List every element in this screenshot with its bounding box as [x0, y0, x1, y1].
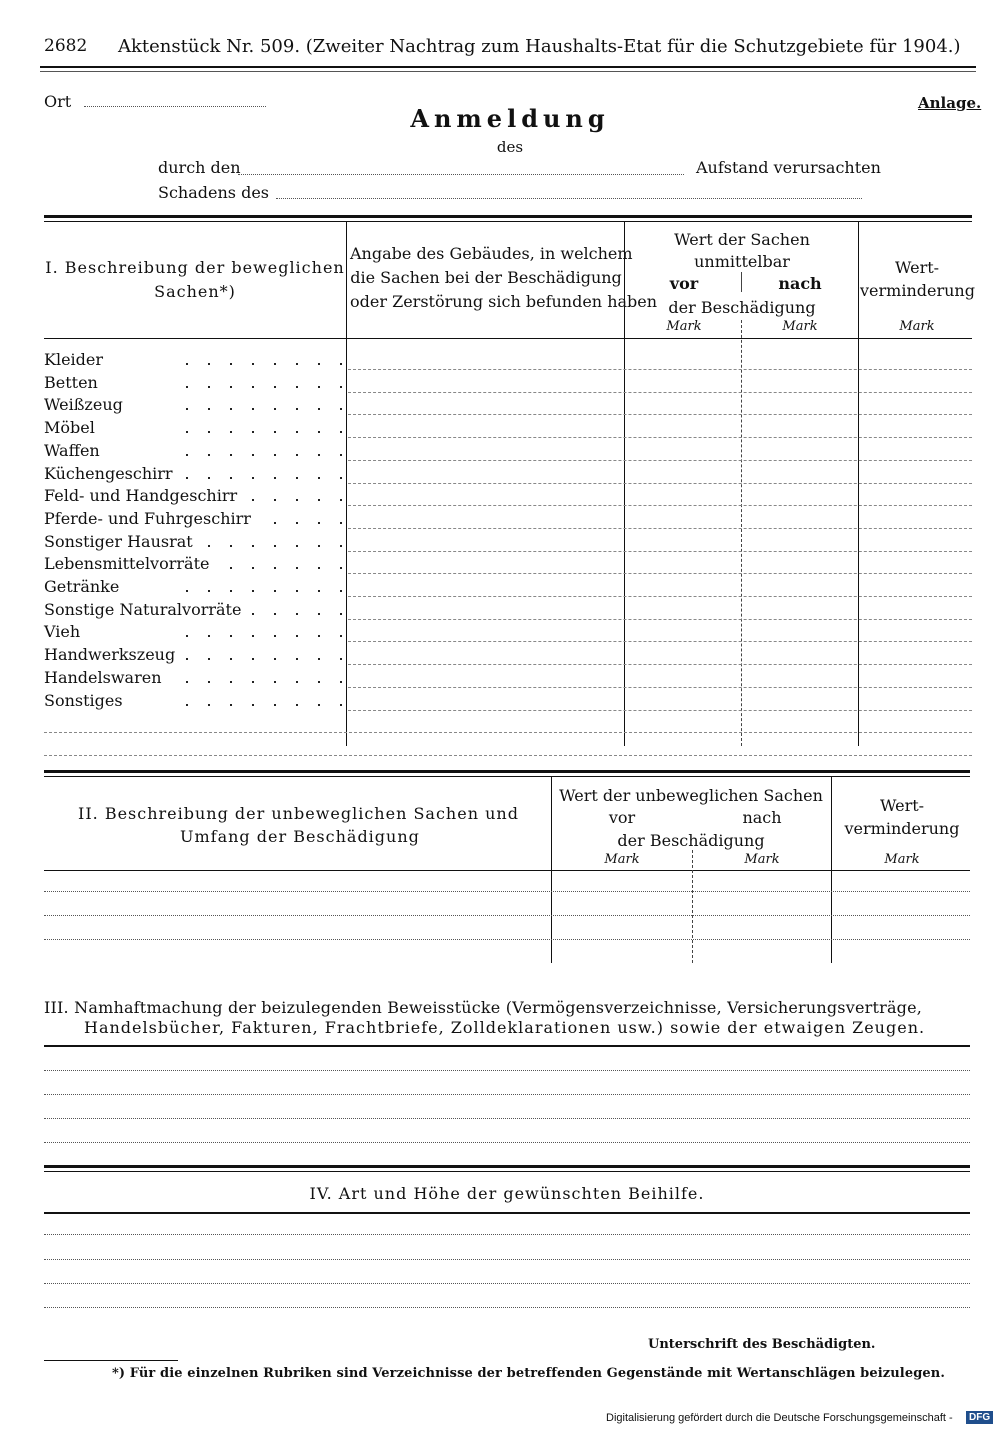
- nach-label: nach: [778, 274, 822, 293]
- building-header: Angabe des Gebäudes, in welchem: [350, 244, 633, 263]
- item-label: Betten: [44, 372, 98, 392]
- leader-dot: [230, 477, 232, 479]
- item-label: Möbel: [44, 418, 95, 438]
- leader-dot: [274, 408, 276, 410]
- leader-dot: [252, 363, 254, 365]
- leader-dot: [186, 386, 188, 388]
- leader-dot: [274, 704, 276, 706]
- des-label: des: [496, 138, 524, 156]
- leader-dot: [230, 431, 232, 433]
- leader-dot: [318, 567, 320, 569]
- leader-dot: [230, 590, 232, 592]
- leader-dot: [274, 681, 276, 683]
- leader-dot: [318, 658, 320, 660]
- signature-label: Unterschrift des Beschädigten.: [648, 1337, 876, 1352]
- durch-den-label: durch den: [158, 158, 241, 177]
- item-row-line[interactable]: [348, 528, 972, 529]
- dfg-logo: [966, 1411, 993, 1424]
- section4-line[interactable]: [44, 1234, 970, 1235]
- minderung-header-line2: verminderung: [860, 281, 975, 300]
- section4-heading: IV. Art und Höhe der gewünschten Beihilfe.: [309, 1184, 705, 1203]
- leader-dot: [296, 681, 298, 683]
- leader-dot: [296, 386, 298, 388]
- vor-label: vor: [669, 274, 699, 293]
- section2-der-beschaedigung: der Beschädigung: [617, 831, 765, 850]
- item-row-line[interactable]: [348, 687, 972, 688]
- leader-dot: [230, 386, 232, 388]
- leader-dot: [318, 681, 320, 683]
- ort-label: Ort: [44, 92, 72, 111]
- leader-dot: [208, 454, 210, 456]
- item-label: Handwerkszeug: [44, 645, 176, 665]
- item-label: Waffen: [44, 440, 100, 460]
- schadens-des-field[interactable]: [276, 198, 862, 199]
- item-row-line[interactable]: [44, 732, 972, 733]
- section2-nach-label: nach: [742, 808, 782, 827]
- leader-dot: [274, 363, 276, 365]
- section1-heading: I. Beschreibung der beweglichen: [45, 258, 345, 277]
- leader-dot: [274, 499, 276, 501]
- leader-dot: [252, 658, 254, 660]
- item-label: Weißzeug: [44, 395, 123, 415]
- item-row-line[interactable]: [348, 369, 972, 370]
- leader-dot: [318, 545, 320, 547]
- leader-dot: [186, 681, 188, 683]
- der-beschaedigung-label: der Beschädigung: [668, 298, 816, 317]
- leader-dot: [318, 454, 320, 456]
- leader-dot: [318, 499, 320, 501]
- item-label: Pferde- und Fuhrgeschirr: [44, 508, 251, 528]
- anlage-label: Anlage.: [918, 94, 982, 112]
- leader-dot: [340, 499, 342, 501]
- item-label: Sonstige Naturalvorräte: [44, 599, 242, 619]
- item-row-line[interactable]: [348, 460, 972, 461]
- mark-vor-label: Mark: [666, 319, 702, 334]
- page-number: 2682: [44, 36, 88, 56]
- leader-dot: [208, 681, 210, 683]
- section3-line[interactable]: [44, 1118, 970, 1119]
- section2-row[interactable]: [44, 939, 970, 940]
- leader-dot: [296, 613, 298, 615]
- leader-dot: [318, 704, 320, 706]
- leader-dot: [208, 477, 210, 479]
- building-header-line3: oder Zerstörung sich befunden haben: [350, 292, 658, 311]
- leader-dot: [296, 408, 298, 410]
- aufstand-label: Aufstand verursachten: [696, 158, 881, 177]
- leader-dot: [296, 522, 298, 524]
- minderung-header: Wert-: [894, 258, 940, 277]
- leader-dot: [230, 658, 232, 660]
- section2-mark-vor: Mark: [604, 852, 640, 867]
- mark-nach-label: Mark: [782, 319, 818, 334]
- section2-mark-nach: Mark: [744, 852, 780, 867]
- leader-dot: [252, 499, 254, 501]
- leader-dot: [252, 635, 254, 637]
- item-label: Vieh: [44, 622, 81, 642]
- leader-dot: [274, 545, 276, 547]
- section2-wert-header: Wert der unbeweglichen Sachen: [559, 786, 823, 805]
- leader-dot: [318, 363, 320, 365]
- leader-dot: [274, 613, 276, 615]
- section3-line[interactable]: [44, 1142, 970, 1143]
- section2-minderung-header: Wert-: [879, 796, 925, 815]
- item-row-line[interactable]: [348, 596, 972, 597]
- leader-dot: [340, 363, 342, 365]
- leader-dot: [208, 704, 210, 706]
- item-row-line[interactable]: [44, 755, 972, 756]
- leader-dot: [296, 658, 298, 660]
- leader-dot: [340, 567, 342, 569]
- item-label: Handelswaren: [44, 667, 162, 687]
- schadens-des-label: Schadens des: [158, 183, 269, 202]
- section3-line[interactable]: [44, 1070, 970, 1071]
- leader-dot: [252, 567, 254, 569]
- leader-dot: [274, 477, 276, 479]
- section2-heading-line2: Umfang der Beschädigung: [180, 827, 420, 846]
- leader-dot: [274, 635, 276, 637]
- section2-heading: II. Beschreibung der unbeweglichen Sachen und: [78, 804, 519, 823]
- item-row-line[interactable]: [348, 641, 972, 642]
- item-row-line[interactable]: [348, 505, 972, 506]
- leader-dot: [318, 408, 320, 410]
- section4-top-rule: [44, 1165, 970, 1168]
- leader-dot: [318, 477, 320, 479]
- section1-header-rule: [44, 338, 972, 339]
- section4-line[interactable]: [44, 1283, 970, 1284]
- leader-dot: [252, 681, 254, 683]
- section1-heading-line2: Sachen*): [154, 282, 236, 301]
- leader-dot: [340, 704, 342, 706]
- item-row-line[interactable]: [348, 414, 972, 415]
- item-row-line[interactable]: [348, 619, 972, 620]
- leader-dot: [296, 454, 298, 456]
- leader-dot: [318, 386, 320, 388]
- leader-dot: [318, 522, 320, 524]
- item-row-line[interactable]: [348, 392, 972, 393]
- item-label: Feld- und Handgeschirr: [44, 486, 238, 506]
- leader-dot: [296, 477, 298, 479]
- leader-dot: [340, 454, 342, 456]
- leader-dot: [252, 386, 254, 388]
- form-title: Anmeldung: [410, 104, 610, 133]
- item-label: Getränke: [44, 577, 120, 596]
- leader-dot: [230, 704, 232, 706]
- leader-dot: [296, 567, 298, 569]
- item-label: Sonstiger Hausrat: [44, 531, 193, 551]
- item-label: Küchengeschirr: [44, 463, 173, 483]
- item-row-line[interactable]: [348, 664, 972, 665]
- leader-dot: [208, 590, 210, 592]
- leader-dot: [274, 658, 276, 660]
- leader-dot: [252, 431, 254, 433]
- item-row-line[interactable]: [348, 573, 972, 574]
- leader-dot: [208, 635, 210, 637]
- leader-dot: [340, 681, 342, 683]
- leader-dot: [296, 499, 298, 501]
- leader-dot: [230, 567, 232, 569]
- leader-dot: [208, 363, 210, 365]
- leader-dot: [318, 431, 320, 433]
- item-label: Sonstiges: [44, 690, 123, 710]
- leader-dot: [186, 704, 188, 706]
- section4-line[interactable]: [44, 1259, 970, 1260]
- section2-mark-minderung: Mark: [884, 852, 920, 867]
- leader-dot: [252, 704, 254, 706]
- item-label: Kleider: [44, 350, 104, 369]
- leader-dot: [230, 363, 232, 365]
- building-header-line2: die Sachen bei der Beschädigung: [350, 268, 622, 287]
- section4-line[interactable]: [44, 1307, 970, 1308]
- leader-dot: [274, 590, 276, 592]
- section2-minderung-header-line2: verminderung: [844, 819, 960, 838]
- leader-dot: [340, 545, 342, 547]
- leader-dot: [208, 431, 210, 433]
- leader-dot: [274, 522, 276, 524]
- item-row-line[interactable]: [348, 710, 972, 711]
- item-row-line[interactable]: [348, 483, 972, 484]
- leader-dot: [296, 590, 298, 592]
- header-rule: [40, 66, 976, 68]
- leader-dot: [318, 635, 320, 637]
- leader-dot: [340, 522, 342, 524]
- leader-dot: [208, 545, 210, 547]
- item-row-line[interactable]: [348, 437, 972, 438]
- leader-dot: [230, 454, 232, 456]
- leader-dot: [252, 545, 254, 547]
- section2-row[interactable]: [44, 915, 970, 916]
- leader-dot: [296, 545, 298, 547]
- leader-dot: [340, 658, 342, 660]
- section3-heading: III. Namhaftmachung der beizulegenden Beweisstücke (Vermögensverzeichnisse, Versicherungsverträge,: [44, 998, 923, 1017]
- footnote: *) Für die einzelnen Rubriken sind Verzeichnisse der betreffenden Gegenstände mit Wertanschlägen beizulegen.: [112, 1366, 945, 1381]
- durch-den-field[interactable]: [238, 174, 684, 175]
- leader-dot: [186, 658, 188, 660]
- leader-dot: [252, 613, 254, 615]
- leader-dot: [186, 454, 188, 456]
- leader-dot: [340, 386, 342, 388]
- leader-dot: [296, 704, 298, 706]
- leader-dot: [208, 408, 210, 410]
- leader-dot: [340, 635, 342, 637]
- leader-dot: [230, 408, 232, 410]
- leader-dot: [208, 386, 210, 388]
- section2-row[interactable]: [44, 891, 970, 892]
- leader-dot: [340, 408, 342, 410]
- item-label: Lebensmittelvorräte: [44, 554, 210, 574]
- leader-dot: [252, 408, 254, 410]
- leader-dot: [186, 477, 188, 479]
- document-title: Aktenstück Nr. 509. (Zweiter Nachtrag zum Haushalts-Etat für die Schutzgebiete für 1904.): [118, 36, 961, 57]
- leader-dot: [274, 454, 276, 456]
- leader-dot: [274, 567, 276, 569]
- section3-heading-line2: Handelsbücher, Fakturen, Frachtbriefe, Zolldeklarationen usw.) sowie der etwaigen Zeugen.: [84, 1018, 926, 1037]
- leader-dot: [186, 590, 188, 592]
- credit-text: Digitalisierung gefördert durch die Deutsche Forschungsgemeinschaft -: [606, 1412, 953, 1424]
- wert-header-line2: unmittelbar: [694, 252, 790, 271]
- leader-dot: [252, 454, 254, 456]
- section3-line[interactable]: [44, 1094, 970, 1095]
- leader-dot: [230, 681, 232, 683]
- leader-dot: [296, 431, 298, 433]
- leader-dot: [274, 386, 276, 388]
- leader-dot: [252, 477, 254, 479]
- leader-dot: [252, 590, 254, 592]
- dfg-logo-text: DFG: [969, 1412, 991, 1423]
- item-row-line[interactable]: [348, 551, 972, 552]
- leader-dot: [186, 363, 188, 365]
- leader-dot: [186, 408, 188, 410]
- leader-dot: [296, 363, 298, 365]
- leader-dot: [318, 590, 320, 592]
- leader-dot: [230, 635, 232, 637]
- leader-dot: [318, 613, 320, 615]
- section2-vor-label: vor: [608, 808, 636, 827]
- leader-dot: [340, 431, 342, 433]
- leader-dot: [274, 431, 276, 433]
- leader-dot: [340, 613, 342, 615]
- wert-header: Wert der Sachen: [674, 230, 810, 249]
- leader-dot: [340, 590, 342, 592]
- leader-dot: [208, 658, 210, 660]
- section1-top-rule: [44, 215, 972, 218]
- leader-dot: [230, 545, 232, 547]
- leader-dot: [186, 431, 188, 433]
- leader-dot: [296, 635, 298, 637]
- section2-top-rule: [44, 770, 970, 773]
- leader-dot: [340, 477, 342, 479]
- mark-minderung-label: Mark: [899, 319, 935, 334]
- ort-field[interactable]: [84, 106, 266, 107]
- leader-dot: [186, 635, 188, 637]
